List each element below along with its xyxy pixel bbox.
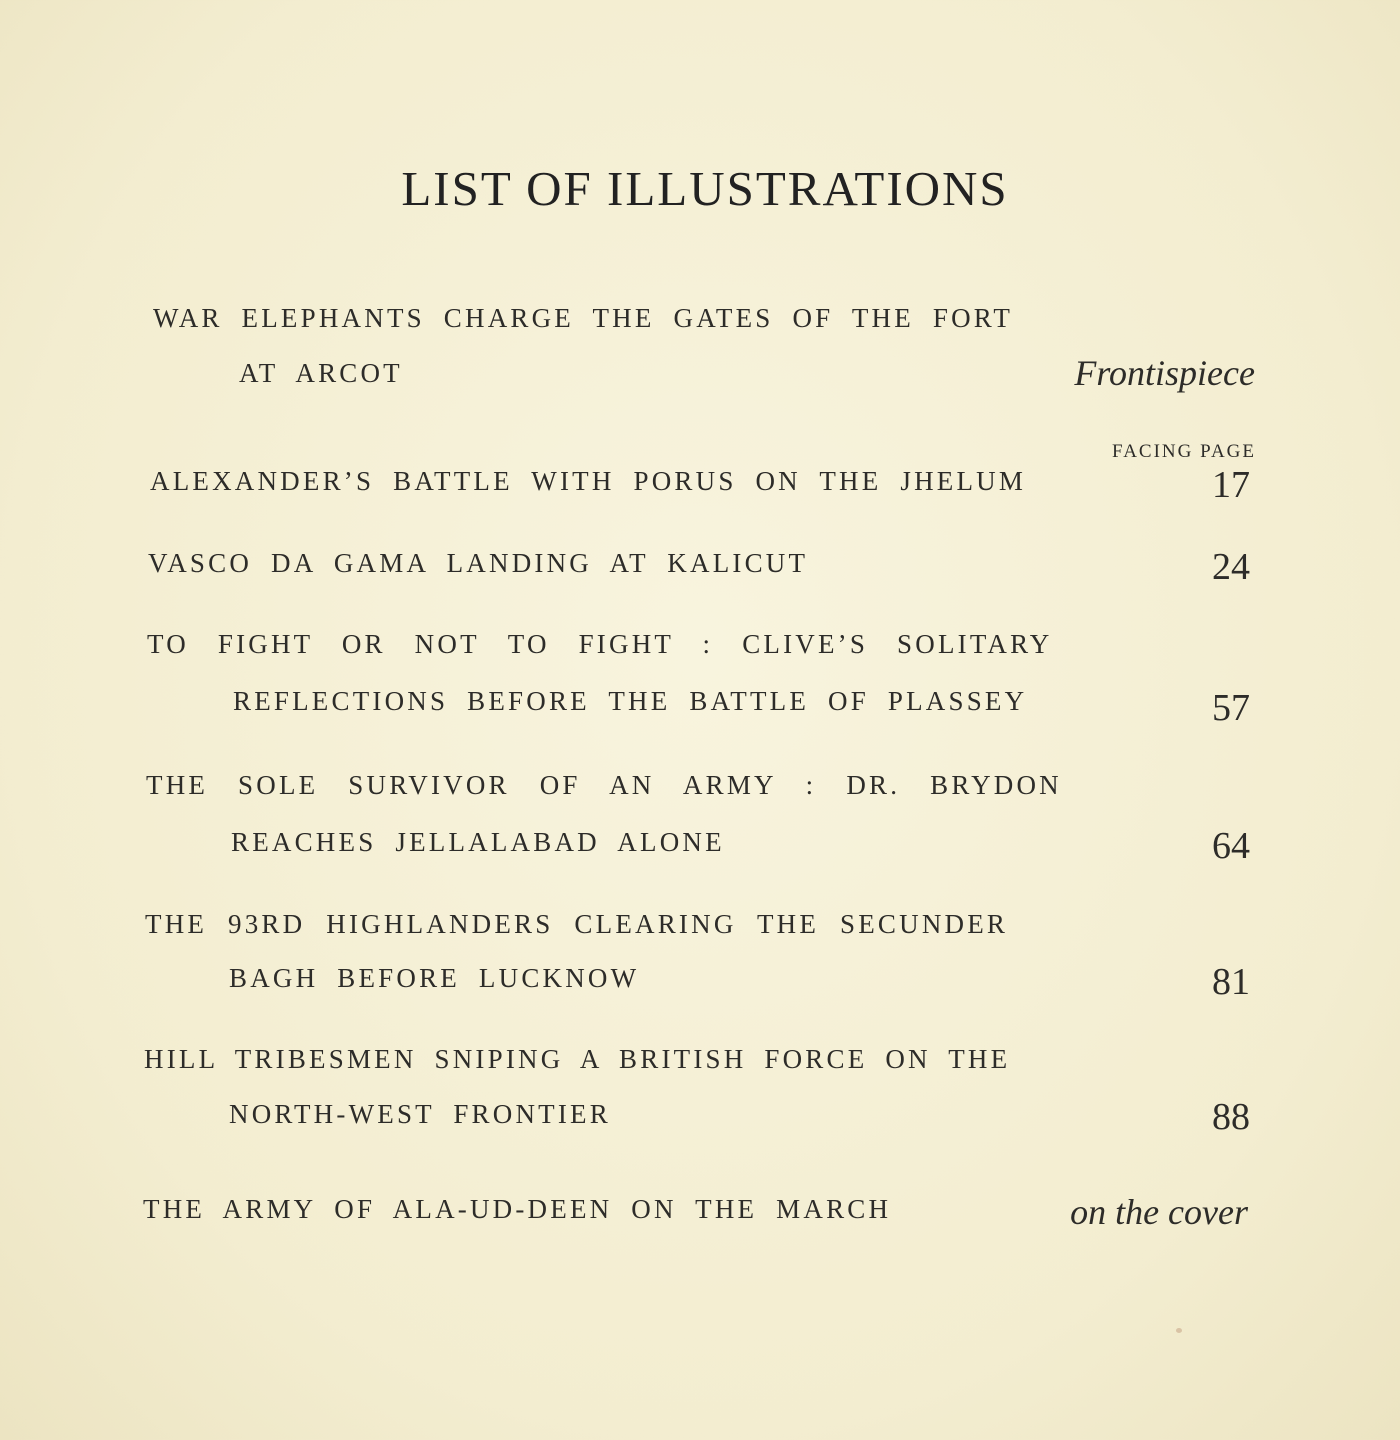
entry-2-page-number: 17 — [1212, 464, 1250, 506]
entry-3-page-number: 24 — [1212, 546, 1250, 588]
paper-speck — [1176, 1328, 1182, 1333]
entry-7-line-1: HILL TRIBESMEN SNIPING A BRITISH FORCE ON THE — [144, 1044, 1011, 1074]
entry-1-reference: Frontispiece — [1074, 353, 1255, 393]
entry-3-line-1: VASCO DA GAMA LANDING AT KALICUT — [148, 548, 809, 578]
entry-8-line-1: THE ARMY OF ALA-UD-DEEN ON THE MARCH — [143, 1194, 892, 1224]
entry-6-line-2: BAGH BEFORE LUCKNOW — [229, 963, 640, 993]
entry-5-page-number: 64 — [1212, 825, 1250, 867]
entry-4-line-2: REFLECTIONS BEFORE THE BATTLE OF PLASSEY — [233, 686, 1028, 716]
entry-5-line-2: REACHES JELLALABAD ALONE — [231, 827, 725, 857]
facing-page-label: FACING PAGE — [1112, 441, 1256, 462]
entry-5-line-1: THE SOLE SURVIVOR OF AN ARMY : DR. BRYDON — [146, 770, 1062, 800]
entry-1-line-2: AT ARCOT — [239, 358, 403, 388]
entry-4-page-number: 57 — [1212, 687, 1250, 729]
entry-8-reference: on the cover — [1070, 1192, 1248, 1232]
entry-1-line-1: WAR ELEPHANTS CHARGE THE GATES OF THE FORT — [153, 303, 1014, 333]
entry-7-line-2: NORTH-WEST FRONTIER — [229, 1099, 611, 1129]
entry-6-line-1: THE 93RD HIGHLANDERS CLEARING THE SECUNDER — [145, 909, 1009, 939]
entry-4-line-1: TO FIGHT OR NOT TO FIGHT : CLIVE’S SOLITARY — [147, 629, 1053, 659]
entry-6-page-number: 81 — [1212, 961, 1250, 1003]
entry-2-line-1: ALEXANDER’S BATTLE WITH PORUS ON THE JHELUM — [150, 466, 1027, 496]
page-title: LIST OF ILLUSTRATIONS — [401, 161, 1009, 216]
entry-7-page-number: 88 — [1212, 1096, 1250, 1138]
